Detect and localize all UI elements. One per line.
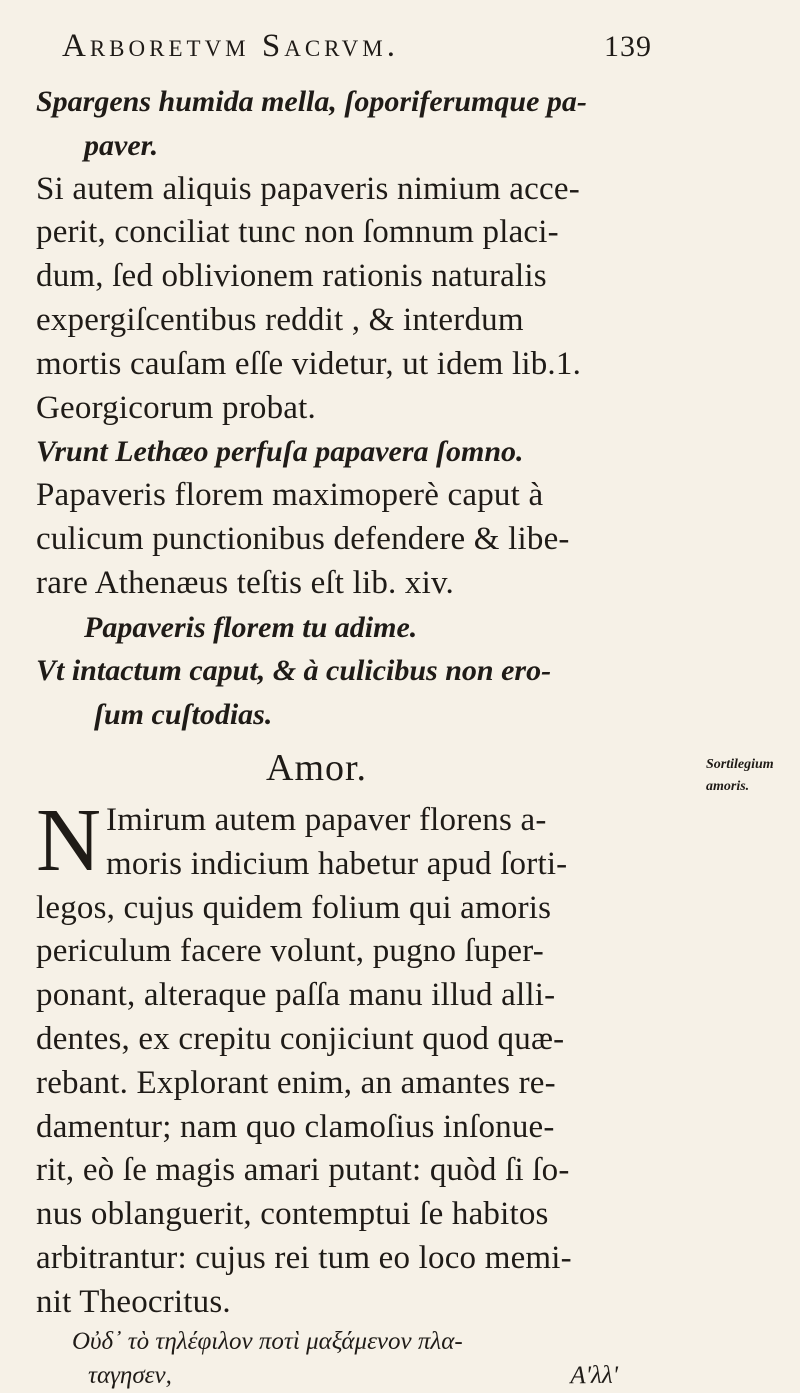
text-line: rare Athenæus teſtis eſt lib. xiv.: [36, 564, 455, 601]
text-line: Imirum autem papaver florens a-: [106, 801, 547, 838]
text-line: nit Theocritus.: [36, 1283, 231, 1320]
text-line: expergiſcentibus reddit , & interdum: [36, 301, 524, 338]
text-line: mortis cauſam eſſe videtur, ut idem lib.1.: [36, 345, 582, 382]
text-line: Papaveris florem maximoperè caput à: [36, 477, 544, 514]
verse-line: Papaveris florem tu adime.: [84, 610, 418, 644]
text-line: dum, ſed oblivionem rationis naturalis: [36, 258, 547, 295]
margin-note-line: Sortilegium: [706, 757, 774, 772]
main-text: [36, 80, 656, 1393]
verse-line: Vrunt Lethæo perfuſa papavera ſomno.: [36, 435, 524, 469]
text-line: arbitrantur: cujus rei tum eo loco memi-: [36, 1239, 572, 1276]
verse-line: Spargens humida mella, ſoporiferumque pa-: [36, 85, 587, 118]
text-line: culicum punctionibus defendere & libe-: [36, 520, 570, 557]
verse-line: ſum cuſtodias.: [94, 698, 273, 732]
text-line: damentur; nam quo clamoſius inſonue-: [36, 1108, 555, 1145]
text-line: ponant, alteraque paſſa manu illud alli-: [36, 977, 556, 1014]
text-line: perit, conciliat tunc non ſomnum placi-: [36, 214, 559, 251]
catchword: Α'λλ': [570, 1361, 618, 1389]
text-line: nus oblanguerit, contemptui ſe habitos: [36, 1196, 549, 1233]
text-line: rit, eò ſe magis amari putant: quòd ſi ſo-: [36, 1152, 570, 1189]
greek-quote-continuation: ταγησεν,: [88, 1361, 172, 1389]
text-line: legos, cujus quidem folium qui amoris: [36, 889, 552, 926]
text-line: moris indicium habetur apud ſorti-: [106, 845, 568, 882]
page-number: 139: [604, 30, 652, 63]
verse-line: Vt intactum caput, & à culicibus non ero-: [36, 654, 552, 688]
section-heading: Amor.: [266, 746, 368, 789]
verse-line: paver.: [84, 128, 159, 162]
text-line: Si autem aliquis papaveris nimium acce-: [36, 170, 580, 207]
text-line: rebant. Explorant enim, an amantes re-: [36, 1064, 556, 1101]
running-title: Arboretvm Sacrvm.: [62, 28, 399, 64]
text-line: dentes, ex crepitu conjiciunt quod quæ-: [36, 1020, 565, 1057]
greek-quote-line: [36, 1359, 618, 1393]
margin-note-line: amoris.: [706, 779, 750, 794]
greek-quote-line: Οὐδ᾽ τὸ τηλέφιλον ποτὶ μαξάμενον πλα-: [72, 1327, 463, 1355]
text-line: periculum facere volunt, pugno ſuper-: [36, 933, 544, 970]
drop-cap: N: [36, 790, 101, 890]
margin-note: [706, 754, 796, 798]
text-line: Georgicorum probat.: [36, 389, 316, 426]
page-header: [62, 28, 652, 65]
dropcap-paragraph-start: [36, 790, 656, 890]
